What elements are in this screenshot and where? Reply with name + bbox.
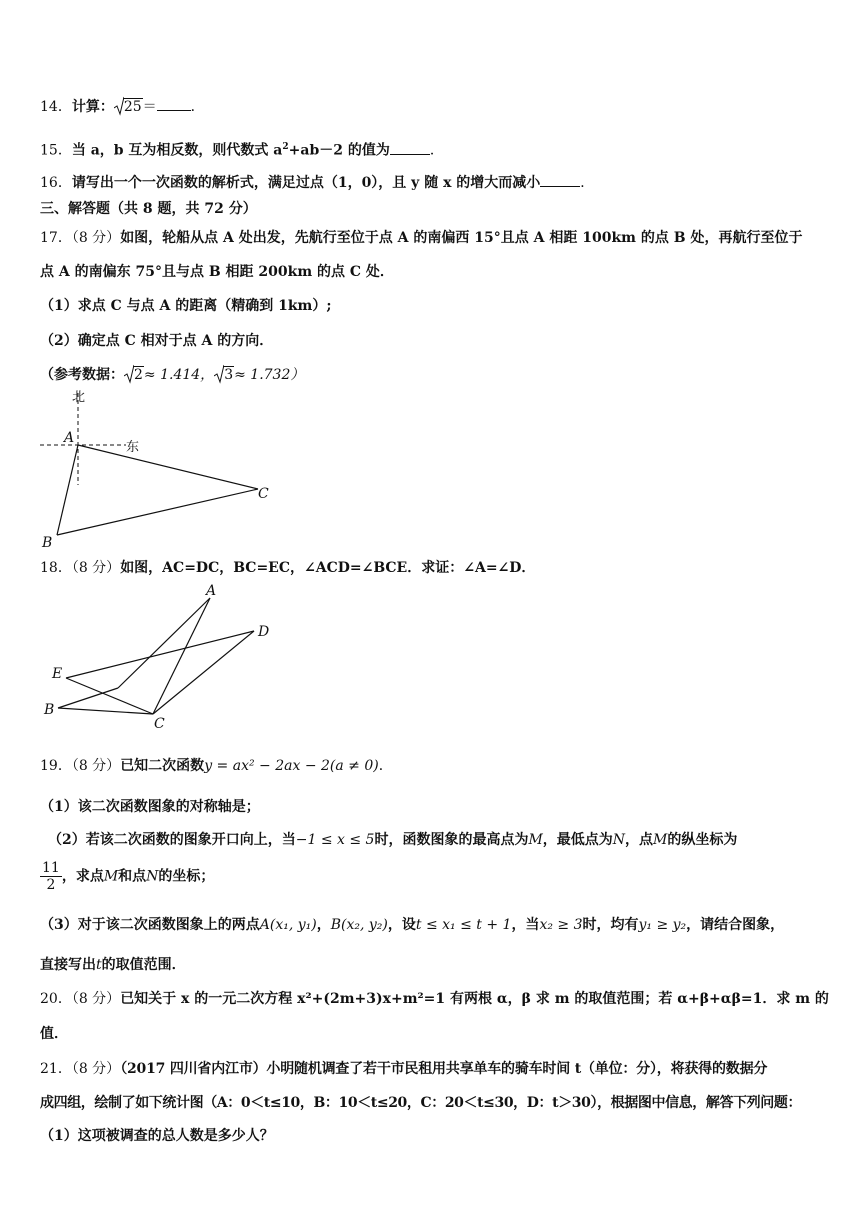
question-17-line-2: 点 A 的南偏东 75°且与点 B 相距 200km 的点 C 处． — [40, 264, 394, 280]
question-19-part-3: （3）对于该二次函数图象上的两点A(x₁, y₁)，B(x₂, y₂)，设t ≤ x₁ ≤ t + 1，当x₂ ≥ 3时，均有y₁ ≥ y₂，请结合图象， — [40, 917, 785, 933]
question-20-line-1: 20．（8 分）已知关于 x 的一元二次方程 x²+(2m+3)x+m²=1 有两根 α，β 求 m 的取值范围；若 α+β+αβ=1．求 m 的 — [40, 991, 829, 1007]
question-18-figure — [36, 580, 286, 730]
sqrt-2: 2 — [124, 365, 144, 385]
label-point-c: C — [154, 716, 165, 730]
sqrt-3: 3 — [214, 365, 234, 385]
label-point-a: A — [64, 430, 75, 446]
label-north: 北 — [72, 390, 86, 405]
section-heading: 三、解答题（共 8 题，共 72 分） — [40, 201, 257, 217]
question-14: 14．计算： 25＝ ． — [40, 96, 205, 117]
label-point-b: B — [42, 535, 53, 551]
question-17-part-1: （1）求点 C 与点 A 的距离（精确到 1km）; — [40, 298, 332, 314]
label-point-d: D — [258, 624, 270, 640]
fraction-11-over-2: $\frac{11}{2}$ — [42, 860, 60, 893]
question-19-part-3-cont: 直接写出t的取值范围． — [40, 957, 186, 973]
question-19-part-2-cont: $\frac{11}{2}$ ，求点M和点N的坐标； — [42, 860, 215, 893]
question-19: 19．（8 分）已知二次函数y = ax² − 2ax − 2(a ≠ 0)． — [40, 758, 393, 774]
label-east: 东 — [126, 440, 140, 455]
segment-ab — [118, 598, 210, 688]
segment-ac — [153, 598, 210, 714]
sqrt-25: 25 — [114, 97, 143, 117]
question-19-part-1: （1）该二次函数图象的对称轴是； — [40, 799, 260, 815]
segment-b-ab — [58, 688, 118, 708]
label-point-c: C — [258, 486, 269, 502]
question-21-line-2: 成四组，绘制了如下统计图（A：0＜t≤10，B：10＜t≤20，C：20＜t≤30，D：t＞30），根据图中信息，解答下列问题： — [40, 1095, 802, 1111]
label-point-a: A — [206, 583, 217, 599]
radical-sign-icon — [124, 364, 134, 384]
label-point-e: E — [52, 666, 63, 682]
question-17-figure — [30, 385, 290, 555]
answer-blank — [540, 172, 580, 187]
question-16: 16．请写出一个一次函数的解析式，满足过点（1，0），且 y 随 x 的增大而减小 ． — [40, 172, 594, 193]
question-15: 15．当 a，b 互为相反数，则代数式 $a^2+ab-2$ 的值为 ． — [40, 137, 444, 161]
segment-bc — [57, 489, 258, 535]
segment-ec — [66, 678, 153, 714]
radical-sign-icon — [114, 96, 124, 116]
answer-blank — [390, 140, 430, 155]
question-19-part-2: （2）若该二次函数的图象开口向上，当−1 ≤ x ≤ 5时，函数图象的最高点为M，最低点为N，点M的纵坐标为 — [48, 832, 738, 848]
radical-sign-icon — [214, 364, 224, 384]
segment-ab — [57, 445, 78, 535]
question-21-part-1: （1）这项被调查的总人数是多少人？ — [40, 1128, 274, 1144]
label-point-b: B — [44, 702, 55, 718]
question-17-reference: （参考数据： 2≈ 1.414， 3≈ 1.732） — [40, 365, 304, 385]
question-17-line-1: 17．（8 分）如图，轮船从点 A 处出发，先航行至位于点 A 的南偏西 15°且点 A 相距 100km 的点 B 处，再航行至位于 — [40, 230, 803, 246]
question-17-part-2: （2）确定点 C 相对于点 A 的方向． — [40, 333, 274, 349]
segment-bc — [58, 708, 153, 714]
quadratic-formula: y = ax² − 2ax − 2(a ≠ 0) — [204, 758, 379, 774]
question-21-line-1: 21．（8 分）（2017 四川省内江市）小明随机调查了若干市民租用共享单车的骑车时间 t（单位：分），将获得的数据分 — [40, 1061, 768, 1077]
question-18: 18．（8 分）如图，AC=DC，BC=EC，∠ACD=∠BCE．求证：∠A=∠D． — [40, 560, 536, 576]
segment-ac — [78, 445, 258, 489]
answer-blank — [157, 96, 191, 111]
question-20-line-2: 值． — [40, 1026, 68, 1042]
